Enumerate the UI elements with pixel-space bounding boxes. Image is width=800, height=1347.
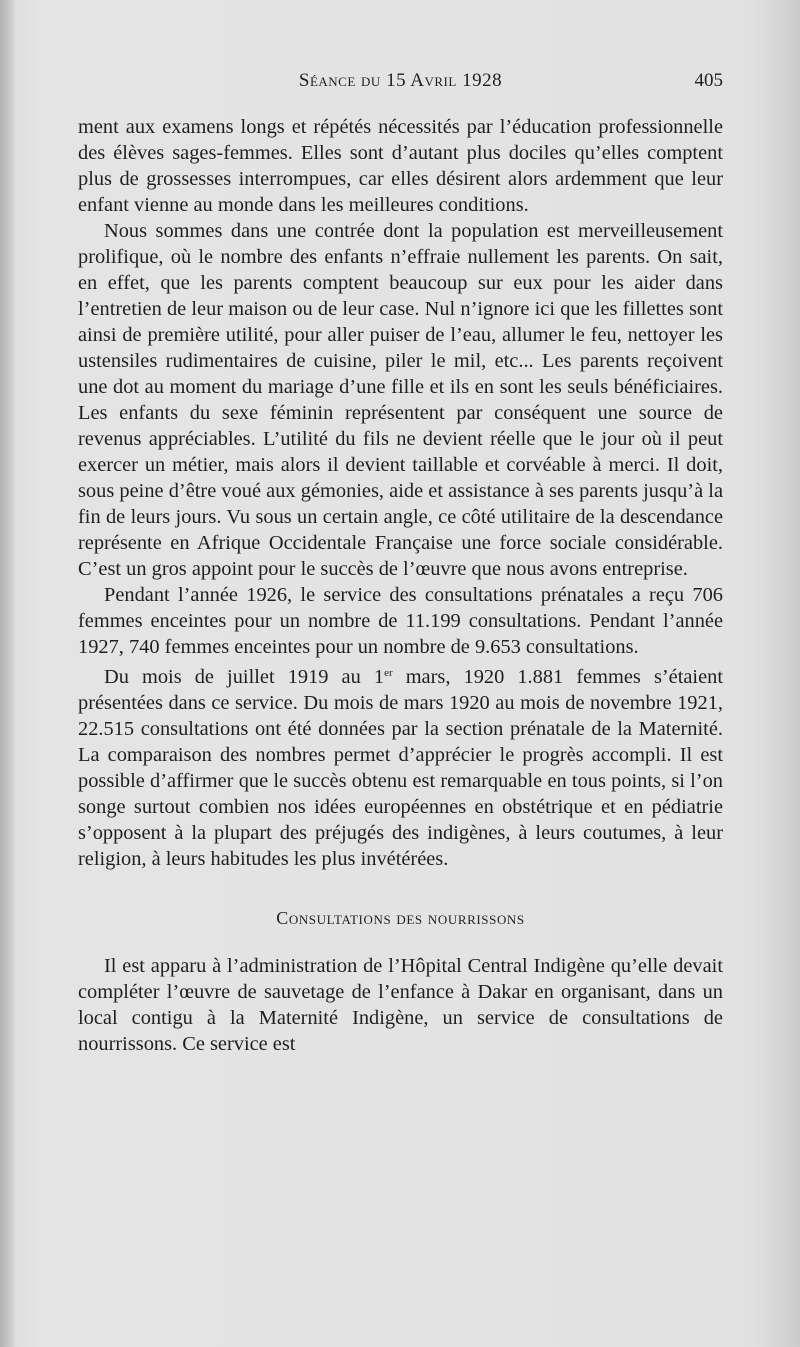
paragraph-5: Il est apparu à l’administration de l’Hôpital Central Indigène qu’elle devait compléter l’œuvre de sauvetage de l’enfance à Dakar en organisant, dans un local contigu à la Maternité Indigène, un service de consultations de nourrissons. Ce service est <box>78 955 723 1055</box>
page-edge-shading <box>740 0 800 1347</box>
body-text <box>78 114 723 1057</box>
paragraph-3: Pendant l’année 1926, le service des consultations prénatales a reçu 706 femmes enceintes pour un nombre de 11.199 consultations. Pendant l’année 1927, 740 femmes enceintes pour un nombre de 9.653 consultations. <box>78 584 723 658</box>
header-title <box>78 70 723 92</box>
page-number: 405 <box>694 70 723 91</box>
paragraph-4-start: Du mois de juillet 1919 au 1 <box>104 666 385 688</box>
paragraph-1: ment aux examens longs et répétés nécessités par l’éducation professionnelle des élèves sages-femmes. Elles sont d’autant plus dociles qu’elles comptent plus de grossesses interrompues, car elles désirent alors ardemment que leur enfant vienne au monde dans les meilleures conditions. <box>78 116 723 216</box>
superscript-er: er <box>384 667 393 679</box>
paragraph-2: Nous sommes dans une contrée dont la population est merveilleusement prolifique, où le nombre des enfants n’effraie nullement les parents. On sait, en effet, que les parents comptent beaucoup sur eux pour les aider dans l’entretien de leur maison ou de leur case. Nul n’ignore ici que les fillettes sont ainsi de première utilité, pour aller puiser de l’eau, allumer le feu, nettoyer les ustensiles rudimentaires de cuisine, piler le mil, etc... Les parents reçoivent une dot au moment du mariage d’une fille et ils en sont les seuls bénéficiaires. Les enfants du sexe féminin représentent par conséquent une source de revenus appréciables. L’utilité du fils ne devient réelle que le jour où il peut exercer un métier, mais alors il devient taillable et corvéable à merci. Il doit, sous peine d’être voué aux gémonies, aide et assistance à ses parents jusqu’à la fin de leurs jours. Vu sous un certain angle, ce côté utilitaire de la descendance représente en Afrique Occidentale Française une force sociale considérable. C’est un gros appoint pour le succès de l’œuvre que nous avons entreprise. <box>78 220 723 580</box>
paragraph-4 <box>78 660 723 872</box>
running-header <box>78 70 723 100</box>
header-title-date: 15 Avril 1928 <box>386 70 503 91</box>
paragraph-4-rest: mars, 1920 1.881 femmes s’étaient présentées dans ce service. Du mois de mars 1920 au mois de novembre 1921, 22.515 consultations ont été données par la section prénatale de la Maternité. La comparaison des nombres permet d’apprécier le progrès accompli. Il est possible d’affirmer que le succès obtenu est remarquable en tous points, si l’on songe surtout combien nos idées européennes en obstétrique et en pédiatrie s’opposent à la plupart des préjugés des indigènes, à leurs coutumes, à leur religion, à leurs habitudes les plus invétérées. <box>78 666 724 870</box>
header-title-prefix: Séance du <box>298 70 387 91</box>
section-title: Consultations des nourrissons <box>276 908 525 928</box>
page-binding-shadow <box>0 0 14 1347</box>
